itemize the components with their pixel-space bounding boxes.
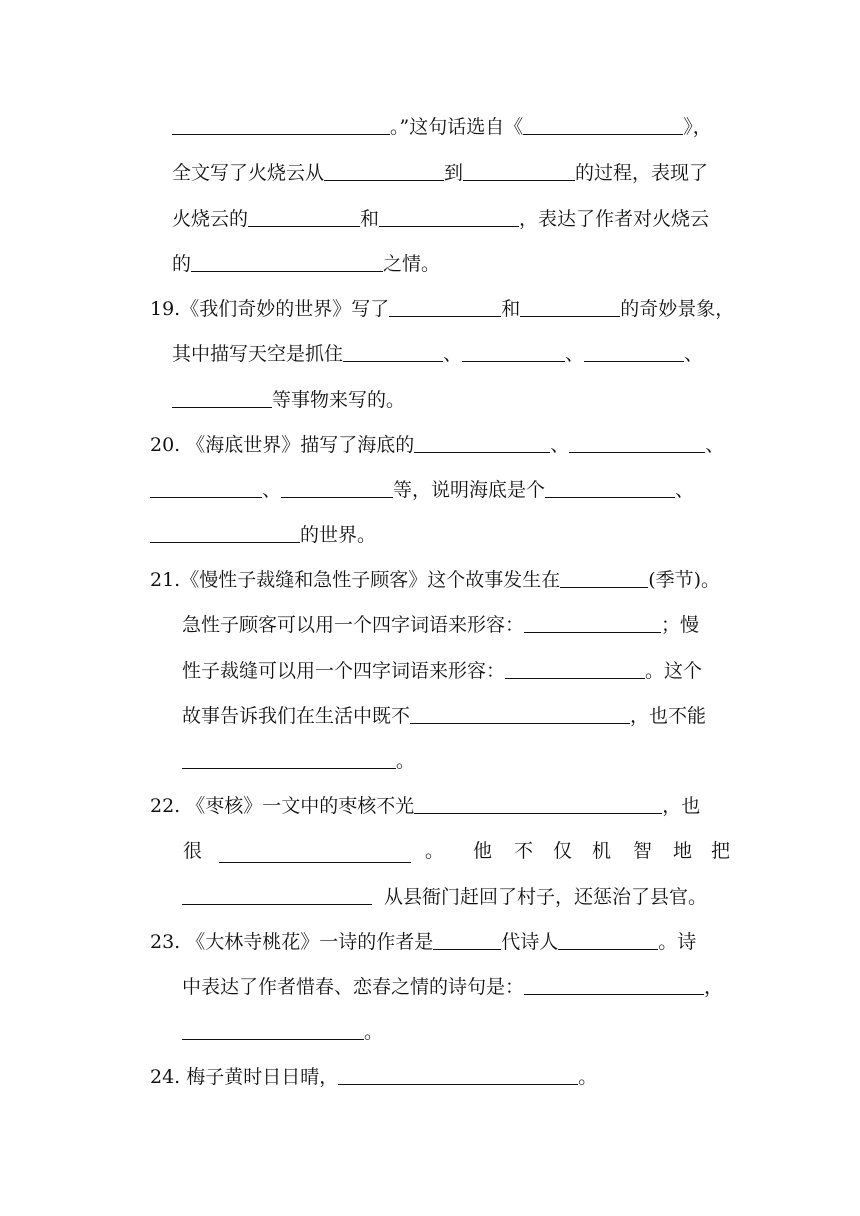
q22-text: ，也 <box>662 795 701 817</box>
q24-text: 24. 梅子黄时日日晴， <box>150 1066 339 1088</box>
blank[interactable] <box>524 608 661 633</box>
q22-char: 他 <box>473 840 493 862</box>
q20-text: 、 <box>550 434 570 456</box>
q22-char: 。 <box>425 840 445 862</box>
q19-text: 的奇妙景象， <box>620 298 735 320</box>
q22-line-3 <box>182 874 707 920</box>
q18-line-2 <box>172 150 708 196</box>
q18-text: 》， <box>683 116 712 138</box>
q21-text: 急性子顾客可以用一个四字词语来形容： <box>182 614 525 636</box>
q21-line-4 <box>182 693 706 739</box>
blank[interactable] <box>219 838 411 863</box>
blank[interactable] <box>172 383 272 408</box>
q22-char: 智 <box>633 840 653 862</box>
q23-text: 代诗人 <box>501 931 559 953</box>
q22-char: 把 <box>711 840 731 862</box>
q19-text: 等事物来写的。 <box>272 389 406 411</box>
blank[interactable] <box>569 428 705 453</box>
q20-text: 、 <box>675 479 695 501</box>
q19-text: 、 <box>443 343 463 365</box>
q18-line-4 <box>172 241 440 287</box>
q19-line-1 <box>150 286 734 332</box>
q19-text: 、 <box>565 343 585 365</box>
q18-text: 的过程，表现了 <box>575 162 709 184</box>
blank[interactable] <box>379 202 519 227</box>
blank[interactable] <box>584 337 684 362</box>
q19-text: 和 <box>501 298 521 320</box>
q18-text: ，表达了作者对火烧云 <box>519 208 710 230</box>
q22-text: 从县衙门赶回了村子，还惩治了县官。 <box>384 886 708 908</box>
q21-text: ；慢 <box>661 614 700 636</box>
q20-line-1 <box>150 422 724 468</box>
q22-char: 机 <box>592 840 612 862</box>
q23-line-2 <box>182 964 723 1010</box>
q20-text: 、 <box>705 434 725 456</box>
blank[interactable] <box>182 744 396 769</box>
q18-line-1 <box>172 104 712 150</box>
blank[interactable] <box>560 563 648 588</box>
blank[interactable] <box>343 337 443 362</box>
q21-text: 。这个 <box>645 660 703 682</box>
q20-text: 20. 《海底世界》描写了海底的 <box>150 434 415 456</box>
q24-text: 。 <box>578 1066 598 1088</box>
q18-text: 。”这句话选自《 <box>390 116 524 138</box>
q22-line-1 <box>150 783 700 829</box>
q19-line-3 <box>172 377 405 423</box>
blank[interactable] <box>150 473 262 498</box>
q20-text: 、 <box>262 479 282 501</box>
blank[interactable] <box>324 156 444 181</box>
blank[interactable] <box>558 925 658 950</box>
q20-line-3 <box>150 512 376 558</box>
blank[interactable] <box>248 202 360 227</box>
blank[interactable] <box>172 110 390 135</box>
q23-text: ， <box>704 976 724 998</box>
q19-text: 19.《我们奇妙的世界》写了 <box>150 298 390 320</box>
q21-text: 21.《慢性子裁缝和急性子顾客》这个故事发生在 <box>150 569 561 591</box>
blank[interactable] <box>505 654 645 679</box>
q22-char: 地 <box>673 840 693 862</box>
blank[interactable] <box>414 428 550 453</box>
q19-text: 其中描写天空是抓住 <box>172 343 344 365</box>
q23-line-1 <box>150 919 696 965</box>
blank[interactable] <box>389 292 501 317</box>
q23-text: 23. 《大林寺桃花》一诗的作者是 <box>150 931 434 953</box>
blank[interactable] <box>462 337 565 362</box>
q22-char: 很 <box>183 840 203 862</box>
q19-line-2 <box>172 331 703 377</box>
q22-char: 仅 <box>553 840 573 862</box>
q20-text: 等，说明海底是个 <box>393 479 546 501</box>
q19-text: 、 <box>684 343 704 365</box>
q20-text: 的世界。 <box>300 524 377 546</box>
q18-text: 和 <box>360 208 380 230</box>
q18-line-3 <box>172 196 709 242</box>
q21-text: 性子裁缝可以用一个四字词语来形容： <box>182 660 506 682</box>
blank[interactable] <box>338 1060 578 1085</box>
q18-text: 的 <box>172 253 192 275</box>
q23-text: 。 <box>364 1021 384 1043</box>
q21-line-5 <box>182 738 415 784</box>
q23-line-3 <box>182 1009 383 1055</box>
q21-line-3 <box>182 648 702 694</box>
blank[interactable] <box>182 880 372 905</box>
blank[interactable] <box>182 1015 364 1040</box>
blank[interactable] <box>150 518 300 543</box>
blank[interactable] <box>523 110 683 135</box>
q22-text: 22. 《枣核》一文中的枣核不光 <box>150 795 415 817</box>
blank[interactable] <box>281 473 393 498</box>
blank[interactable] <box>414 789 662 814</box>
blank[interactable] <box>410 699 630 724</box>
q18-text: 到 <box>444 162 464 184</box>
q21-line-1 <box>150 557 720 603</box>
q21-text: ，也不能 <box>630 705 707 727</box>
blank[interactable] <box>433 925 501 950</box>
q18-text: 火烧云的 <box>172 208 249 230</box>
q20-line-2 <box>150 467 694 513</box>
q22-char: 不 <box>514 840 534 862</box>
q18-text: 全文写了火烧云从 <box>172 162 325 184</box>
blank[interactable] <box>520 292 620 317</box>
q24-line-1 <box>150 1054 597 1100</box>
q21-text: (季节)。 <box>648 569 721 591</box>
blank[interactable] <box>463 156 575 181</box>
q18-text: 之情。 <box>383 253 441 275</box>
q21-line-2 <box>182 602 699 648</box>
q21-text: 。 <box>396 750 416 772</box>
q23-text: 中表达了作者惜春、恋春之情的诗句是： <box>182 976 525 998</box>
blank[interactable] <box>545 473 675 498</box>
blank[interactable] <box>524 970 704 995</box>
q21-text: 故事告诉我们在生活中既不 <box>182 705 411 727</box>
blank[interactable] <box>191 247 383 272</box>
q23-text: 。诗 <box>658 931 697 953</box>
